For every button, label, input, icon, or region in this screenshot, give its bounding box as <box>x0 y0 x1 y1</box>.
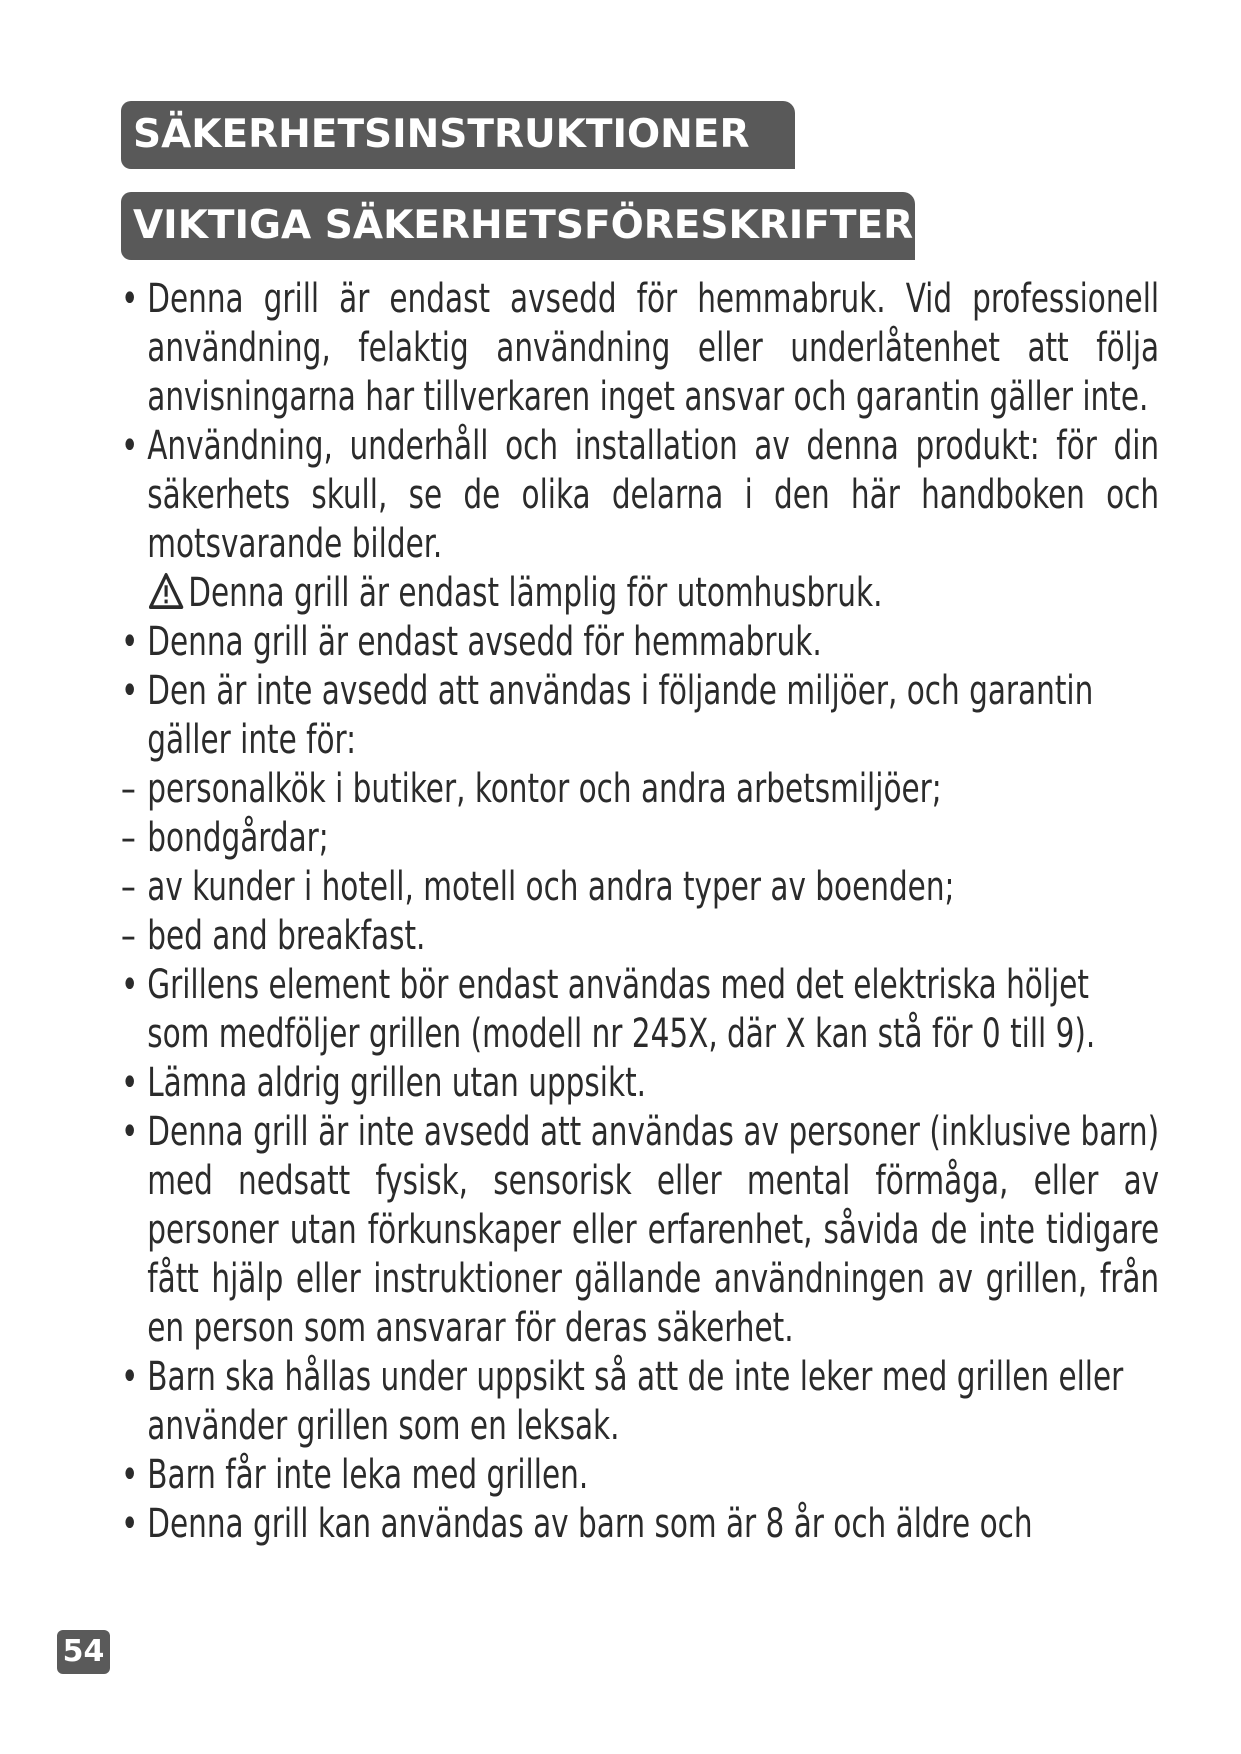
bullet: • <box>121 1452 139 1498</box>
list-item: • Den är inte avsedd att användas i följande miljöer, och garantin gäller inte för: <box>121 668 1094 763</box>
dash: – <box>121 913 136 959</box>
bullet: • <box>121 1109 139 1155</box>
bullet: • <box>121 1060 139 1106</box>
bullet: • <box>121 668 139 714</box>
list-item: • Användning, underhåll och installation av denna produkt: för din säkerhets skull, se de olika delarna i den här handboken och motsvarande bilder. <box>121 423 1160 567</box>
list-item: • Denna grill kan användas av barn som är 8 år och äldre och <box>121 1501 1033 1547</box>
bullet: • <box>121 962 139 1008</box>
sub-list-item: – bondgårdar; <box>121 815 329 861</box>
subsection-title-banner <box>121 192 915 260</box>
warning-note: Denna grill är endast lämplig för utomhusbruk. <box>121 569 1159 618</box>
sub-list-item: – personalkök i butiker, kontor och andra arbetsmiljöer; <box>121 766 942 812</box>
dash: – <box>121 766 136 812</box>
bullet: • <box>121 1354 139 1400</box>
list-item: • Grillens element bör endast användas med det elektriska höljet som medföljer grillen (modell nr 245X, där X kan stå för 0 till 9). <box>121 962 1096 1057</box>
warning-triangle-icon <box>147 572 185 610</box>
bullet: • <box>121 619 139 665</box>
list-item: • Denna grill är inte avsedd att användas av personer (inklusive barn) med nedsatt fysisk, sensorisk eller mental förmåga, eller av personer utan förkunskaper eller erfarenhet, såvida de inte tidigare fått hjälp eller instruktioner gällande användningen av grillen, från en person som ansvarar för deras säkerhet. <box>121 1109 1160 1351</box>
page-number: 54 <box>57 1630 110 1674</box>
bullet: • <box>121 276 139 322</box>
subsection-title: VIKTIGA SÄKERHETSFÖRESKRIFTER <box>133 203 914 248</box>
sub-list-item: – av kunder i hotell, motell och andra typer av boenden; <box>121 864 955 910</box>
bullet: • <box>121 1501 139 1547</box>
dash: – <box>121 815 136 861</box>
bullet: • <box>121 423 139 469</box>
sub-list-item: – bed and breakfast. <box>121 913 426 959</box>
safety-instructions-list <box>121 275 1160 1549</box>
list-item: • Denna grill är endast avsedd för hemmabruk. Vid professionell användning, felaktig användning eller underlåtenhet att följa anvisningarna har tillverkaren inget ansvar och garantin gäller inte. <box>121 276 1160 420</box>
dash: – <box>121 864 136 910</box>
list-item: • Lämna aldrig grillen utan uppsikt. <box>121 1060 647 1106</box>
section-title: SÄKERHETSINSTRUKTIONER <box>133 112 750 157</box>
list-item: • Barn ska hållas under uppsikt så att de inte leker med grillen eller använder grillen som en leksak. <box>121 1354 1124 1449</box>
section-title-banner <box>121 101 795 169</box>
list-item: • Barn får inte leka med grillen. <box>121 1452 589 1498</box>
list-item: • Denna grill är endast avsedd för hemmabruk. <box>121 619 822 665</box>
